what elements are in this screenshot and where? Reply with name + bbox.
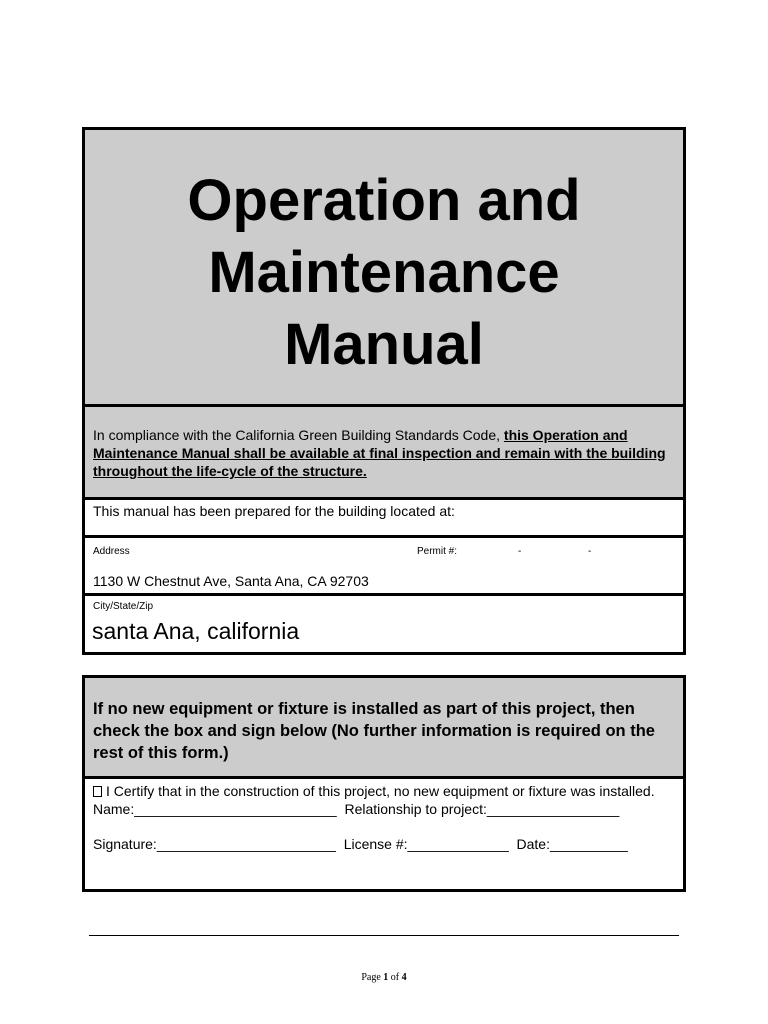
city-value: santa Ana, california: [92, 618, 300, 644]
certify-statement: I Certify that in the construction of this project, no new equipment or fixture was installed.: [106, 783, 655, 799]
certify-checkbox[interactable]: [93, 786, 102, 797]
page-word: Page: [361, 972, 384, 983]
city-row: [85, 596, 683, 652]
page-number: [0, 972, 768, 983]
permit-separator-2: -: [588, 546, 592, 557]
signature-field[interactable]: Signature:_______________________: [93, 836, 344, 852]
city-label: City/State/Zip: [93, 601, 154, 612]
signature-line: [93, 836, 675, 853]
permit-separator-1: -: [518, 546, 522, 557]
certification-box: [82, 675, 686, 892]
compliance-statement: [85, 407, 683, 500]
no-equipment-notice: If no new equipment or fixture is installed as part of this project, then check the box and sign below (No further information is required on the rest of this form.): [85, 678, 683, 779]
page-current: 1: [383, 972, 389, 983]
name-relationship-line: [93, 801, 675, 818]
prepared-for-row: [85, 500, 683, 538]
building-info-box: [82, 127, 686, 655]
date-field[interactable]: Date:__________: [516, 836, 628, 852]
compliance-emphasis: this Operation and Maintenance Manual shall be available at final inspection and remain with the building throughout the life-cycle of the structure.: [93, 427, 666, 479]
permit-label: Permit #:: [417, 546, 458, 557]
page-of-word: of: [388, 972, 402, 983]
title-line-2: Maintenance: [208, 240, 560, 305]
certification-section: [85, 779, 683, 889]
address-value: 1130 W Chestnut Ave, Santa Ana, CA 92703: [93, 573, 369, 589]
relationship-field[interactable]: Relationship to project:_________________: [344, 801, 620, 817]
name-field[interactable]: Name:__________________________: [93, 801, 345, 817]
address-row: [85, 538, 683, 596]
compliance-lead: In compliance with the California Green Building Standards Code,: [93, 427, 504, 443]
title-line-1: Operation and: [187, 168, 581, 233]
title-area: [85, 130, 683, 407]
page-total: 4: [401, 972, 407, 983]
certify-statement-line: [93, 783, 675, 800]
address-label: Address: [93, 546, 130, 557]
license-field[interactable]: License #:_____________: [343, 836, 517, 852]
footer-rule: [89, 935, 679, 936]
prepared-text: This manual has been prepared for the building located at:: [93, 503, 455, 519]
title-line-3: Manual: [284, 312, 484, 377]
